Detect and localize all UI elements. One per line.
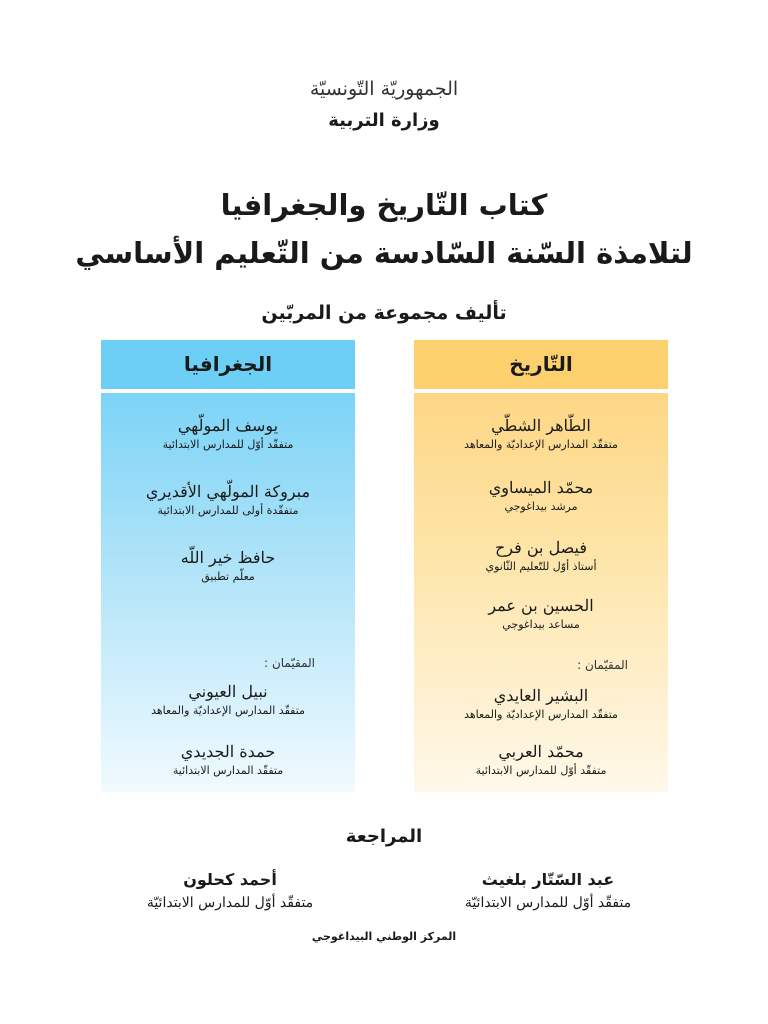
author-role: متفقّد المدارس الإعداديّة والمعاهد: [464, 438, 618, 451]
history-author-3: [414, 538, 668, 573]
evaluator-name: حمدة الجديدي: [180, 742, 276, 761]
evaluator-name: البشير العايدي: [493, 686, 589, 705]
geography-evaluator-2: [101, 742, 355, 777]
evaluator-role: متفقّد المدارس الإعداديّة والمعاهد: [151, 704, 305, 717]
geography-column: [101, 340, 355, 792]
author-role: مرشد بيداغوجي: [504, 500, 578, 513]
evaluator-name: محمّد العربي: [498, 742, 584, 761]
author-name: محمّد الميساوي: [488, 478, 594, 497]
geography-evaluator-1: [101, 682, 355, 717]
authors-line: تأليف مجموعة من المربّين: [261, 302, 507, 324]
history-evaluator-1: [414, 686, 668, 721]
geography-heading: الجغرافيا: [101, 340, 355, 389]
reviewer-1: [418, 870, 678, 911]
ministry-name: وزارة التربية: [328, 110, 440, 131]
evaluator-role: متفقّد المدارس الابتدائية: [172, 764, 284, 777]
history-evaluators-label: المقيّمان :: [577, 658, 628, 672]
author-name: فيصل بن فرح: [494, 538, 588, 557]
history-author-1: [414, 416, 668, 451]
reviewer-2: [100, 870, 360, 911]
book-subtitle: لتلامذة السّنة السّادسة من التّعليم الأساسي: [75, 236, 693, 270]
reviewer-name: أحمد كحلون: [183, 870, 277, 889]
evaluator-role: متفقّد المدارس الإعداديّة والمعاهد: [464, 708, 618, 721]
author-role: متفقّد أوّل للمدارس الابتدائية: [162, 438, 294, 451]
geography-author-3: [101, 548, 355, 583]
author-role: أستاذ أوّل للتّعليم الثّانوي: [485, 560, 597, 573]
history-column: [414, 340, 668, 792]
reviewer-name: عبد السّتّار بلغيث: [481, 870, 615, 889]
author-name: الطّاهر الشطّي: [491, 416, 591, 435]
book-title: كتاب التّاريخ والجغرافيا: [220, 188, 548, 222]
author-name: الحسين بن عمر: [488, 596, 594, 615]
column-divider: [414, 389, 668, 393]
geography-evaluators-label: المقيّمان :: [264, 656, 315, 670]
author-name: يوسف المولّهي: [177, 416, 279, 435]
reviewer-role: متفقّد أوّل للمدارس الابتدائيّة: [464, 895, 632, 911]
republic-name: الجمهوريّة التّونسيّة: [309, 78, 459, 100]
history-heading: التّاريخ: [414, 340, 668, 389]
reviewer-role: متفقّد أوّل للمدارس الابتدائيّة: [146, 895, 314, 911]
geography-author-1: [101, 416, 355, 451]
evaluator-role: متفقّد أوّل للمدارس الابتدائية: [475, 764, 607, 777]
history-author-2: [414, 478, 668, 513]
history-evaluator-2: [414, 742, 668, 777]
author-role: معلّم تطبيق: [201, 570, 255, 583]
author-role: مساعد بيداغوجي: [502, 618, 580, 631]
author-name: حافظ خير اللّه: [180, 548, 276, 567]
history-author-4: [414, 596, 668, 631]
review-title: المراجعة: [345, 826, 423, 847]
author-role: متفقّدة أولى للمدارس الابتدائية: [157, 504, 299, 517]
geography-author-2: [101, 482, 355, 517]
column-divider: [101, 389, 355, 393]
evaluator-name: نبيل العيوني: [188, 682, 268, 701]
publisher-name: المركز الوطني البيداغوجي: [311, 930, 457, 943]
author-name: مبروكة المولّهي الأقديري: [145, 482, 311, 501]
